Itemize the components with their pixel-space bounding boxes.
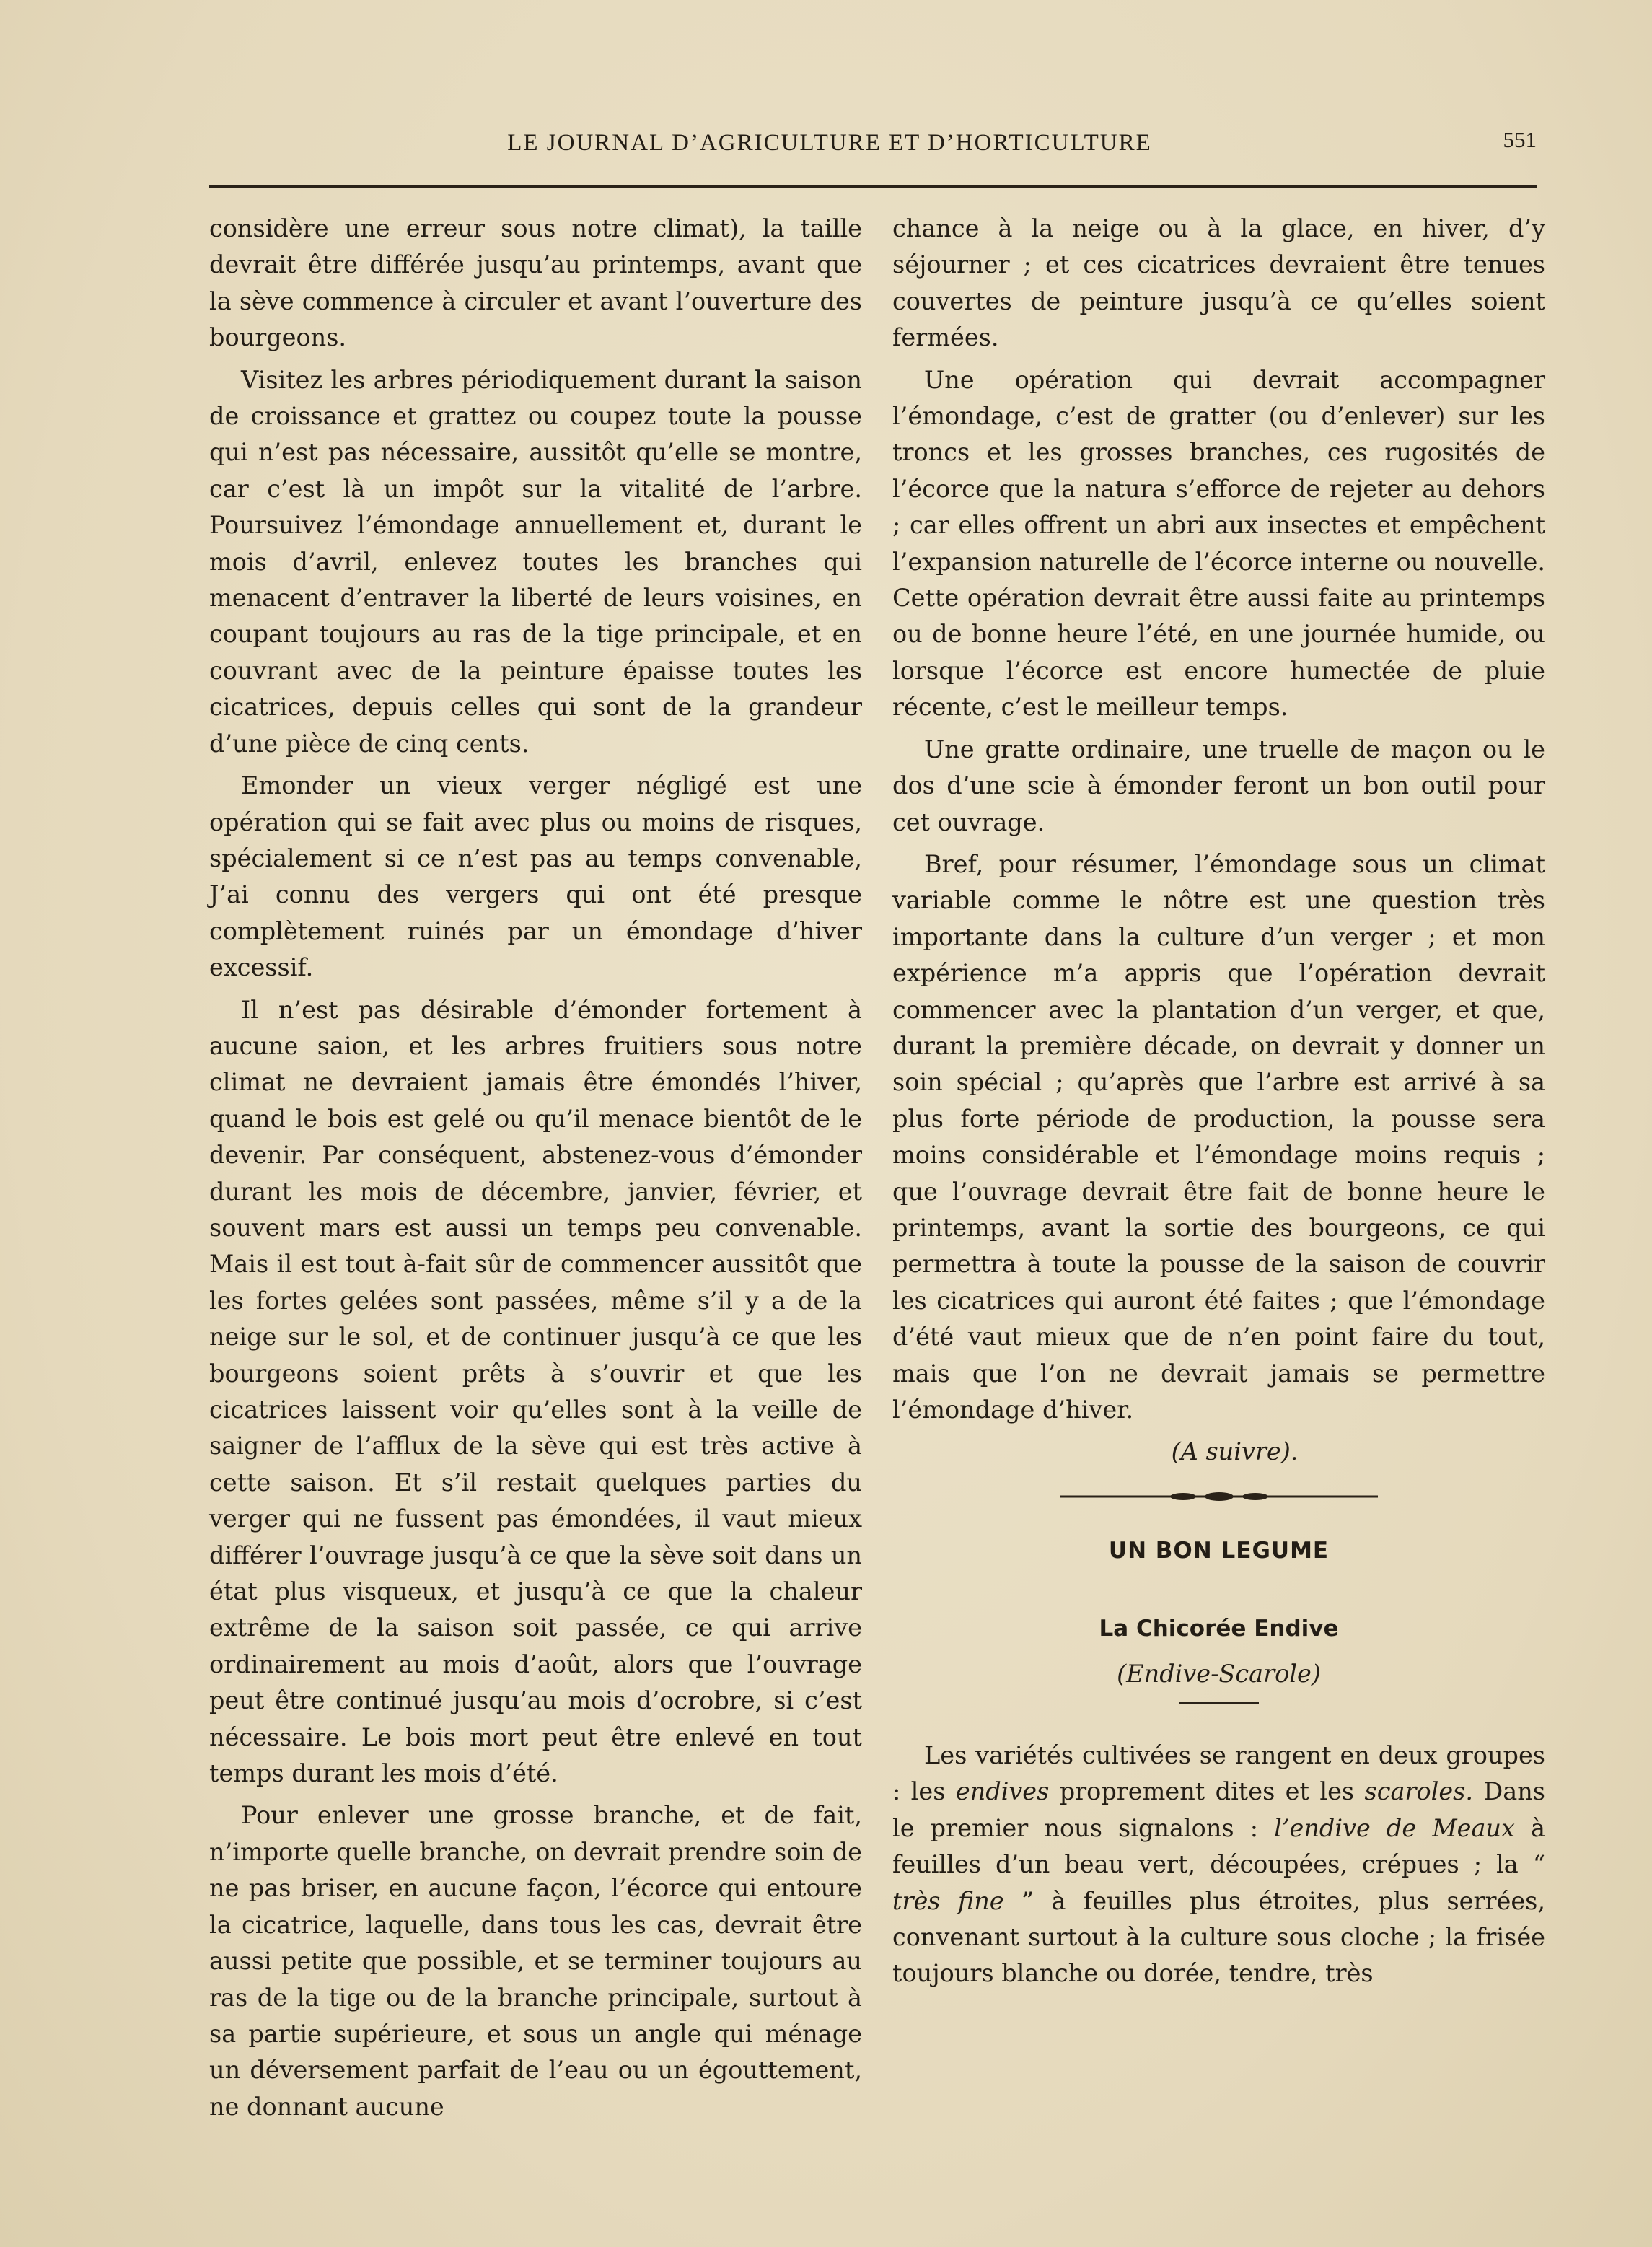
page-number: 551 bbox=[1503, 127, 1537, 152]
short-rule bbox=[1179, 1702, 1259, 1704]
paragraph: Visitez les arbres périodiquement durant la saison de croissance et grattez ou coupez toute la pousse qui n’est pas nécessaire, aussitôt qu’elle se montre, car c’est là un impôt sur la vitalité de l’arbre. Poursuivez l’émondage annuellement et, durant le mois d’avril, enlevez toutes les branches qui menacent d’entraver la liberté de leurs voisines, en coupant toujours au ras de la tige principale, et en couvrant avec de la peinture épaisse toutes les cicatrices, depuis celles qui sont de la grandeur d’une pièce de cinq cents. bbox=[209, 365, 862, 758]
text-run: Les variétés cultivées se rangent en deux groupes : les bbox=[892, 1741, 1545, 1806]
italic-term: l’endive de Meaux bbox=[1274, 1813, 1515, 1842]
paragraph: Une gratte ordinaire, une truelle de maçon ou le dos d’une scie à émonder feront un bon outil pour cet ouvrage. bbox=[892, 735, 1545, 836]
left-column bbox=[209, 211, 862, 2131]
paragraph: Pour enlever une grosse branche, et de fait, n’importe quelle branche, on devrait prendre soin de ne pas briser, en aucune façon, l’écorce qui entoure la cicatrice, laquelle, dans tous les cas, devrait être aussi petite que possible, et se terminer toujours au ras de la tige ou de la branche principale, surtout à sa partie supérieure, et sous un angle qui ménage un déversement parfait de l’eau ou un égouttement, ne donnant aucune bbox=[209, 1801, 862, 2121]
paragraph: Une opération qui devrait accompagner l’émondage, c’est de gratter (ou d’enlever) sur les troncs et les grosses branches, ces rugosités de l’écorce que la natura s’efforce de rejeter au dehors ; car elles offrent un abri aux insectes et empêchent l’expansion naturelle de l’écorce interne ou nouvelle. Cette opération devrait être aussi faite au printemps ou de bonne heure l’été, en une journée humide, ou lorsque l’écorce est encore humectée de pluie récente, c’est le meilleur temps. bbox=[892, 365, 1545, 722]
paragraph: considère une erreur sous notre climat), la taille devrait être différée jusqu’au printemps, avant que la sève commence à circuler et avant l’ouverture des bourgeons. bbox=[209, 214, 862, 352]
paragraph: Il n’est pas désirable d’émonder fortement à aucune saion, et les arbres fruitiers sous notre climat ne devraient jamais être émondés l’hiver, quand le bois est gelé ou qu’il menace bientôt de le devenir. Par conséquent, abstenez-vous d’émonder durant les mois de décembre, janvier, février, et souvent mars est aussi un temps peu convenable. Mais il est tout à-fait sûr de commencer aussitôt que les fortes gelées sont passées, même s’il y a de la neige sur le sol, et de continuer jusqu’à ce que les bourgeons soient prêts à s’ouvrir et que les cicatrices laissent voir qu’elles sont à la veille de saigner de l’afflux de la sève qui est très active à cette saison. Et s’il restait quelques parties du verger qui ne fussent pas émondées, il vaut mieux différer l’ouvrage jusqu’à ce que la sève soit dans un état plus visqueux, et jusqu’à ce que la chaleur extrême de la saison soit passée, ce qui arrive ordinairement au mois d’août, alors que l’ouvrage peut être continué jusqu’au mois d’ocrobre, si c’est nécessaire. Le bois mort peut être enlevé en tout temps durant les mois d’été. bbox=[209, 995, 862, 1788]
text-run: ” à feuilles plus étroites, plus serrées, convenant surtout à la culture sous cloche ; la frisée toujours blanche ou dorée, tendre, très bbox=[892, 1886, 1546, 1988]
text-run: à feuilles d’un beau vert, découpées, crépues ; la “ bbox=[892, 1813, 1545, 1879]
italic-term: très fine bbox=[892, 1886, 1004, 1915]
text-run: proprement dites et les bbox=[1049, 1777, 1365, 1806]
italic-term: endives bbox=[955, 1777, 1050, 1806]
running-title: LE JOURNAL D’AGRICULTURE ET D’HORTICULTURE bbox=[507, 130, 1152, 156]
ornament-divider-icon bbox=[1060, 1489, 1378, 1504]
section-title: UN BON LEGUME bbox=[1108, 1537, 1330, 1564]
paragraph bbox=[892, 1738, 1545, 1992]
to-be-continued: (A suivre). bbox=[1171, 1437, 1299, 1466]
header-rule bbox=[209, 185, 1537, 188]
right-column bbox=[892, 211, 1545, 1998]
article-title: La Chicorée Endive bbox=[1099, 1616, 1339, 1642]
italic-term: scaroles. bbox=[1364, 1777, 1473, 1806]
text-run: Dans le premier nous signalons : bbox=[892, 1777, 1545, 1842]
paragraph: Emonder un vieux verger négligé est une opération qui se fait avec plus ou moins de risques, spécialement si ce n’est pas au temps convenable, J’ai connu des vergers qui ont été presque complètement ruinés par un émondage d’hiver excessif. bbox=[209, 771, 862, 982]
paragraph: chance à la neige ou à la glace, en hiver, d’y séjourner ; et ces cicatrices devraient être tenues couvertes de peinture jusqu’à ce qu’elles soient fermées. bbox=[892, 214, 1545, 352]
article-subtitle: (Endive-Scarole) bbox=[1117, 1659, 1321, 1688]
page-header bbox=[209, 127, 1537, 166]
paragraph: Bref, pour résumer, l’émondage sous un climat variable comme le nôtre est une question très importante dans la culture d’un verger ; et mon expérience m’a appris que l’opération devrait commencer avec la plantation d’un verger, et que, durant la première décade, on devrait y donner un soin spécial ; qu’après que l’arbre est arrivé à sa plus forte période de production, la pousse sera moins considérable et l’émondage moins requis ; que l’ouvrage devrait être fait de bonne heure le printemps, avant la sortie des bourgeons, ce qui permettra à toute la pousse de la saison de couvrir les cicatrices qui auront été faites ; que l’émondage d’été vaut mieux que de n’en point faire du tout, mais que l’on ne devrait jamais se permettre l’émondage d’hiver. bbox=[892, 849, 1545, 1424]
